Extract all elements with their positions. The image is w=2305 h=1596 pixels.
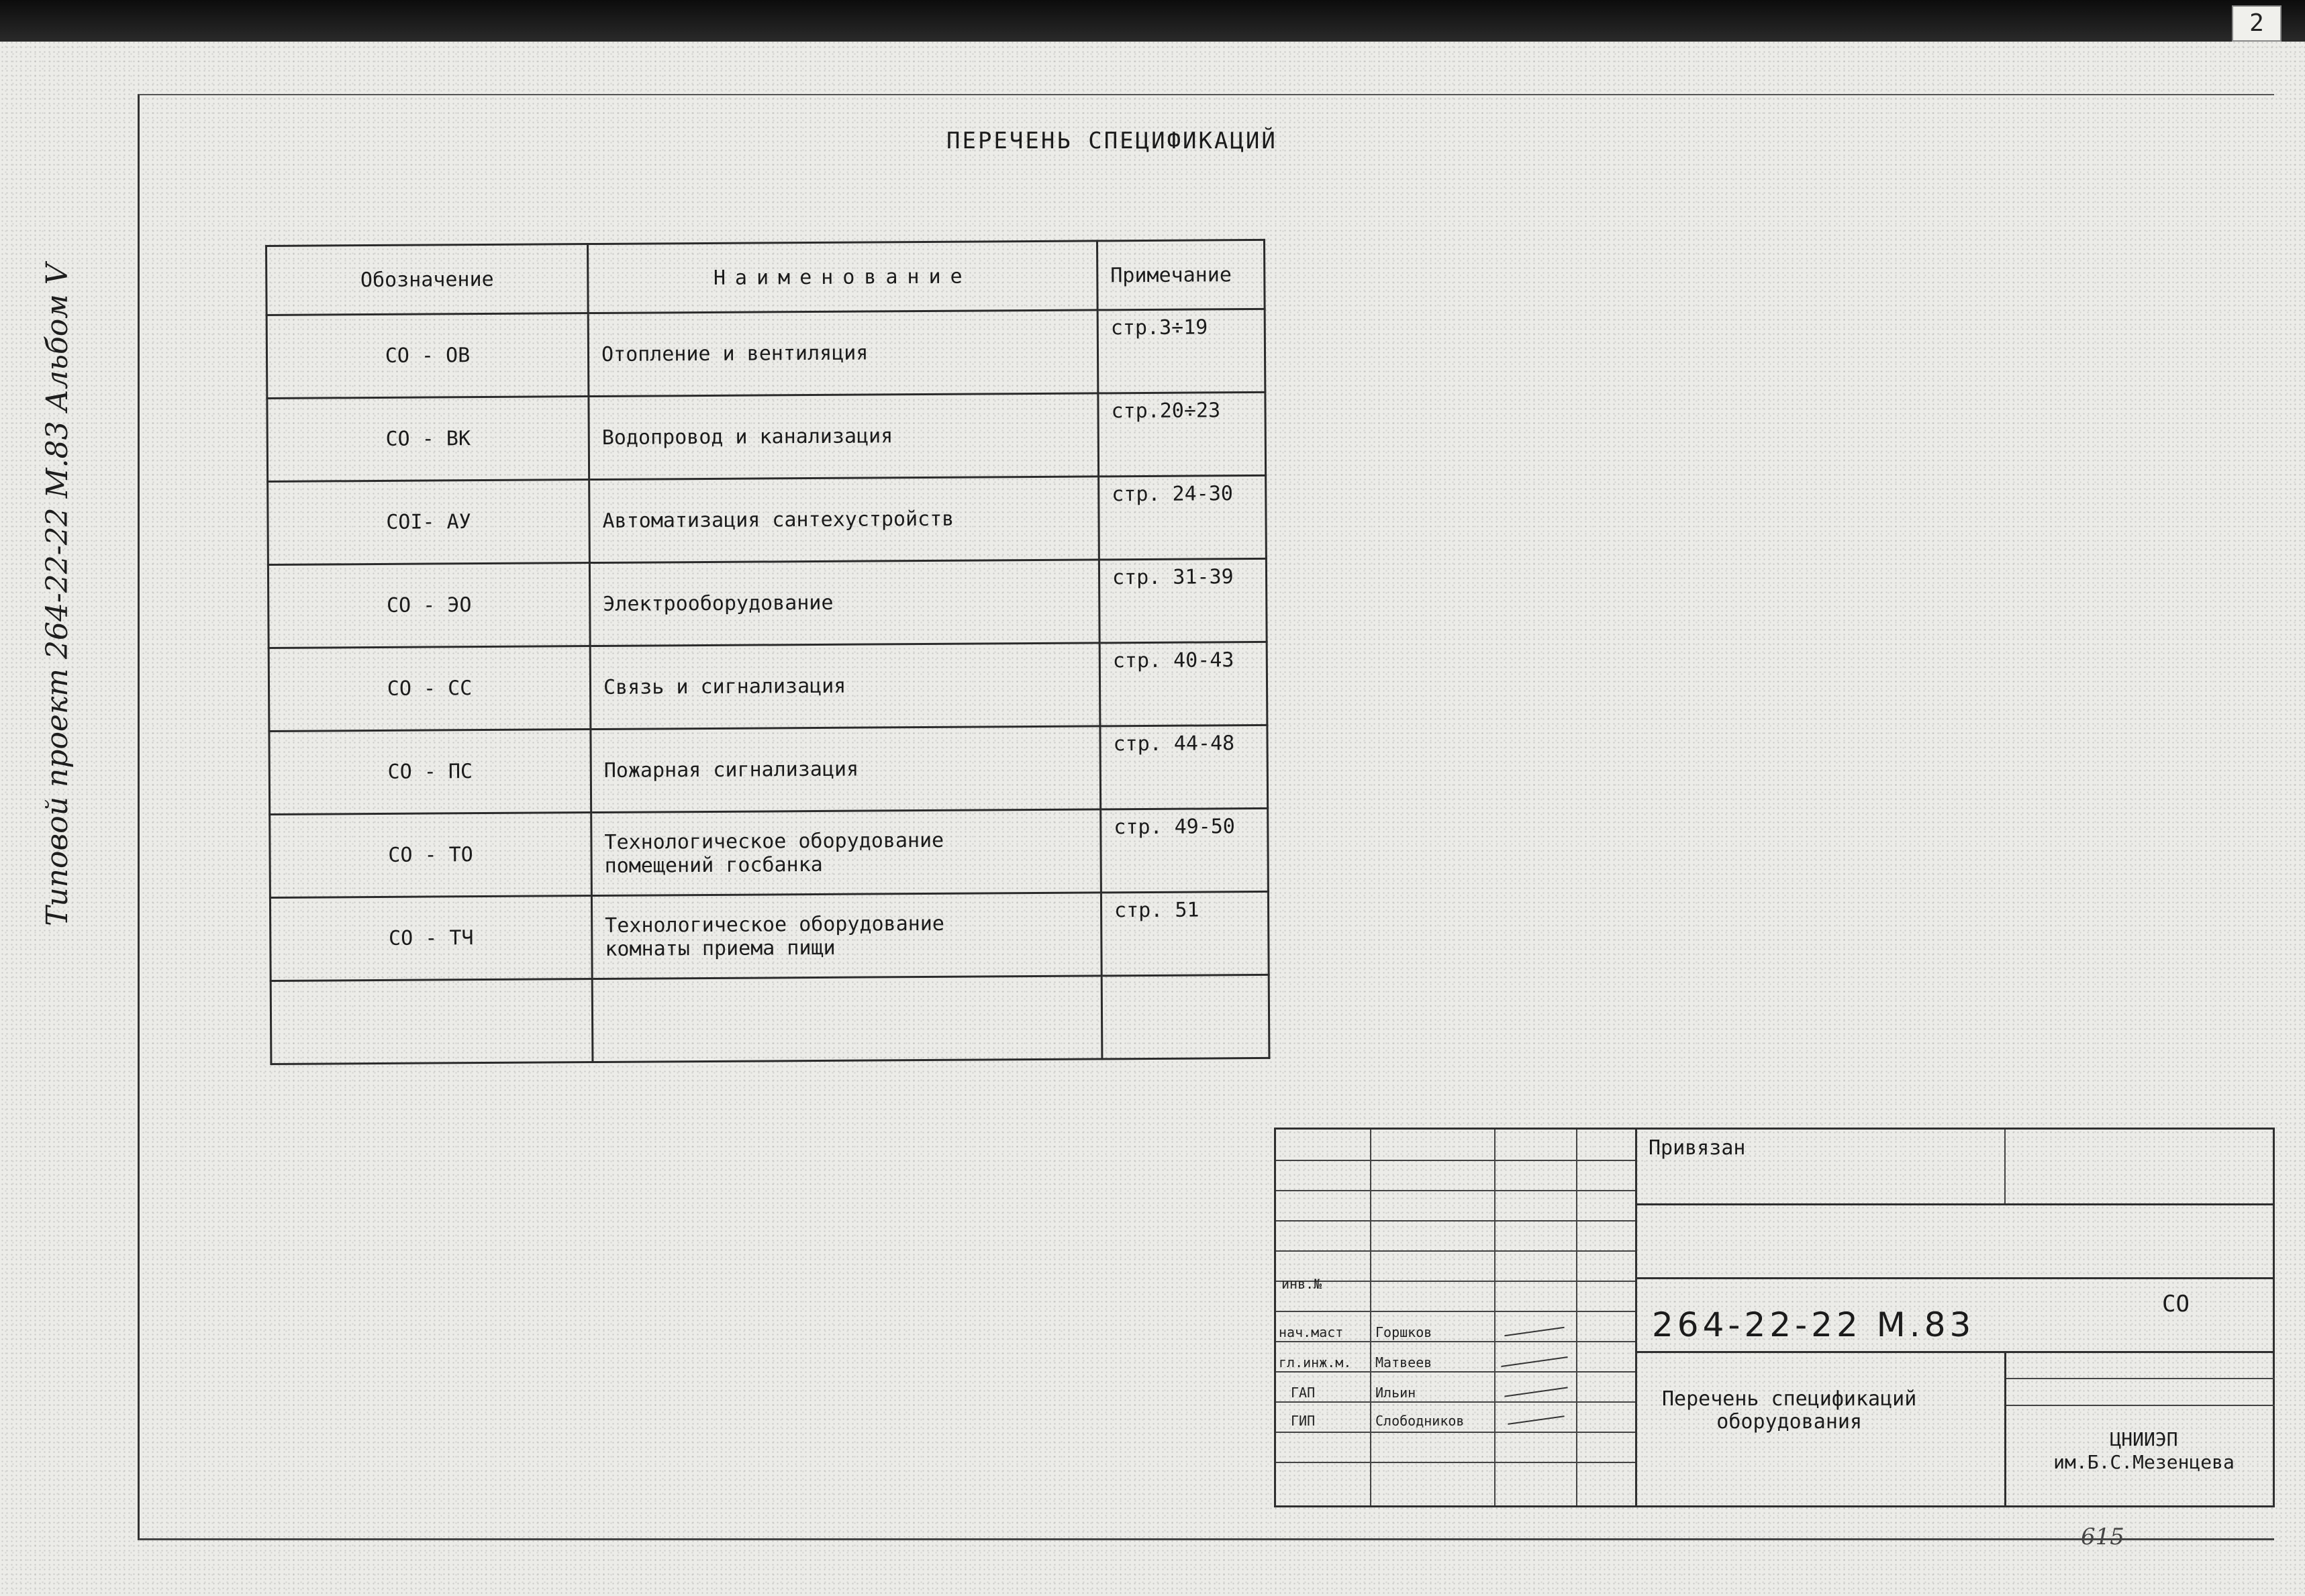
row-code: СО - ВК	[267, 397, 589, 482]
person-name: Матвеев	[1375, 1354, 1432, 1370]
specification-table	[265, 239, 1270, 1065]
header-name: Наименование	[588, 241, 1098, 313]
page-number: 2	[2232, 5, 2282, 42]
table-row	[268, 475, 1267, 564]
row-name-line1: Отопление и вентиляция	[601, 341, 869, 366]
row-code	[271, 979, 593, 1064]
row-code: СОI- АУ	[268, 480, 590, 565]
privyazan-label: Привязан	[1649, 1136, 1746, 1160]
description-line2: оборудования	[1716, 1410, 1863, 1434]
signature-mark	[1508, 1415, 1564, 1425]
org-line2: им.Б.С.Мезенцева	[2053, 1451, 2235, 1473]
table-row	[269, 725, 1268, 814]
row-name	[591, 893, 1101, 979]
table-row	[270, 891, 1269, 981]
row-name	[592, 976, 1102, 1062]
row-name	[591, 809, 1101, 896]
row-name-line1: Технологическое оборудование	[605, 911, 945, 938]
table-row	[271, 975, 1269, 1064]
drawing-code: 264-22-22 М.83	[1652, 1305, 1975, 1344]
table-row	[268, 558, 1267, 648]
table-row	[267, 392, 1266, 481]
role-label: ГИП	[1291, 1413, 1316, 1429]
person-name: Ильин	[1375, 1385, 1416, 1401]
grid-line	[1276, 1190, 1635, 1191]
row-name	[591, 726, 1101, 813]
row-name	[589, 560, 1099, 646]
grid-line	[1276, 1401, 1635, 1403]
row-note: стр. 24-30	[1099, 475, 1267, 560]
side-stamp: Типовой проект 264-22-22 М.83 Альбом V	[40, 263, 75, 926]
table-header-row	[266, 240, 1265, 315]
title-block	[1274, 1128, 2275, 1507]
row-name	[590, 643, 1100, 730]
header-note: Примечание	[1097, 240, 1265, 310]
table-row	[266, 309, 1265, 398]
grid-line	[1576, 1130, 1577, 1505]
row-name	[588, 310, 1098, 397]
inventory-label: инв.№	[1281, 1276, 1322, 1292]
title-block-line	[1635, 1277, 2273, 1279]
grid-line	[1276, 1341, 1635, 1342]
grid-line	[1276, 1281, 1635, 1282]
row-name-line1: Пожарная сигнализация	[603, 757, 859, 783]
role-label: ГАП	[1291, 1385, 1316, 1401]
scan-top-band	[0, 0, 2305, 42]
row-name-line1: Автоматизация сантехустройств	[602, 507, 954, 533]
signature-mark	[1504, 1327, 1564, 1337]
grid-line	[1276, 1220, 1635, 1221]
grid-line	[1494, 1130, 1495, 1505]
person-name: Слободников	[1375, 1413, 1465, 1429]
title-block-line	[1635, 1203, 2273, 1205]
row-name-line1: Связь и сигнализация	[603, 674, 846, 699]
row-note: стр. 51	[1101, 891, 1269, 976]
table-row	[270, 808, 1269, 897]
row-name	[589, 393, 1099, 480]
signature-mark	[1504, 1387, 1567, 1397]
signature-mark	[1501, 1356, 1567, 1367]
row-note: стр.20÷23	[1098, 392, 1266, 477]
row-note: стр.3÷19	[1097, 309, 1265, 393]
grid-line	[1276, 1250, 1635, 1252]
row-name-line1: Электрооборудование	[603, 591, 834, 616]
document-title: ПЕРЕЧЕНЬ СПЕЦИФИКАЦИЙ	[946, 128, 1277, 154]
row-note: стр. 49-50	[1101, 808, 1269, 893]
grid-line	[1276, 1432, 1635, 1433]
org-line	[2006, 1378, 2275, 1379]
header-designation: Обозначение	[266, 244, 589, 315]
row-code: СО - ЭО	[268, 563, 590, 648]
grid-line	[1276, 1160, 1635, 1161]
row-note: стр. 31-39	[1099, 558, 1267, 643]
description-line1: Перечень спецификаций	[1662, 1387, 1917, 1411]
drawing-code-suffix: СО	[2162, 1291, 2190, 1317]
title-block-signature-grid	[1276, 1130, 1637, 1505]
row-name-line2: комнаты приема пищи	[605, 936, 836, 961]
row-code: СО - СС	[268, 646, 591, 732]
grid-line	[1276, 1371, 1635, 1373]
row-note: стр. 44-48	[1100, 725, 1268, 809]
sheet-note: 615	[2081, 1524, 2124, 1550]
row-name-line2: помещений госбанка	[604, 852, 823, 878]
row-code: СО - ТО	[270, 813, 592, 898]
grid-line	[1276, 1462, 1635, 1463]
organization-box	[2004, 1351, 2275, 1505]
role-label: гл.инж.м.	[1279, 1354, 1352, 1370]
row-name-line1: Водопровод и канализация	[601, 424, 893, 450]
privyazan-box	[2004, 1130, 2274, 1203]
row-note	[1101, 975, 1269, 1059]
row-note: стр. 40-43	[1099, 642, 1267, 726]
row-code: СО - ТЧ	[270, 896, 592, 981]
org-line1: ЦНИИЭП	[2110, 1428, 2178, 1450]
drawing-description	[1662, 1388, 1916, 1434]
row-name	[589, 477, 1099, 563]
table-row	[268, 642, 1267, 731]
grid-line	[1276, 1311, 1635, 1312]
organization-name	[2013, 1428, 2275, 1474]
role-label: нач.маст	[1279, 1324, 1344, 1340]
grid-line	[1370, 1130, 1371, 1505]
row-code: СО - ПС	[269, 730, 591, 815]
person-name: Горшков	[1375, 1324, 1432, 1340]
org-line	[2006, 1405, 2275, 1406]
row-name-line1: Технологическое оборудование	[604, 828, 944, 854]
row-code: СО - ОВ	[266, 313, 589, 399]
